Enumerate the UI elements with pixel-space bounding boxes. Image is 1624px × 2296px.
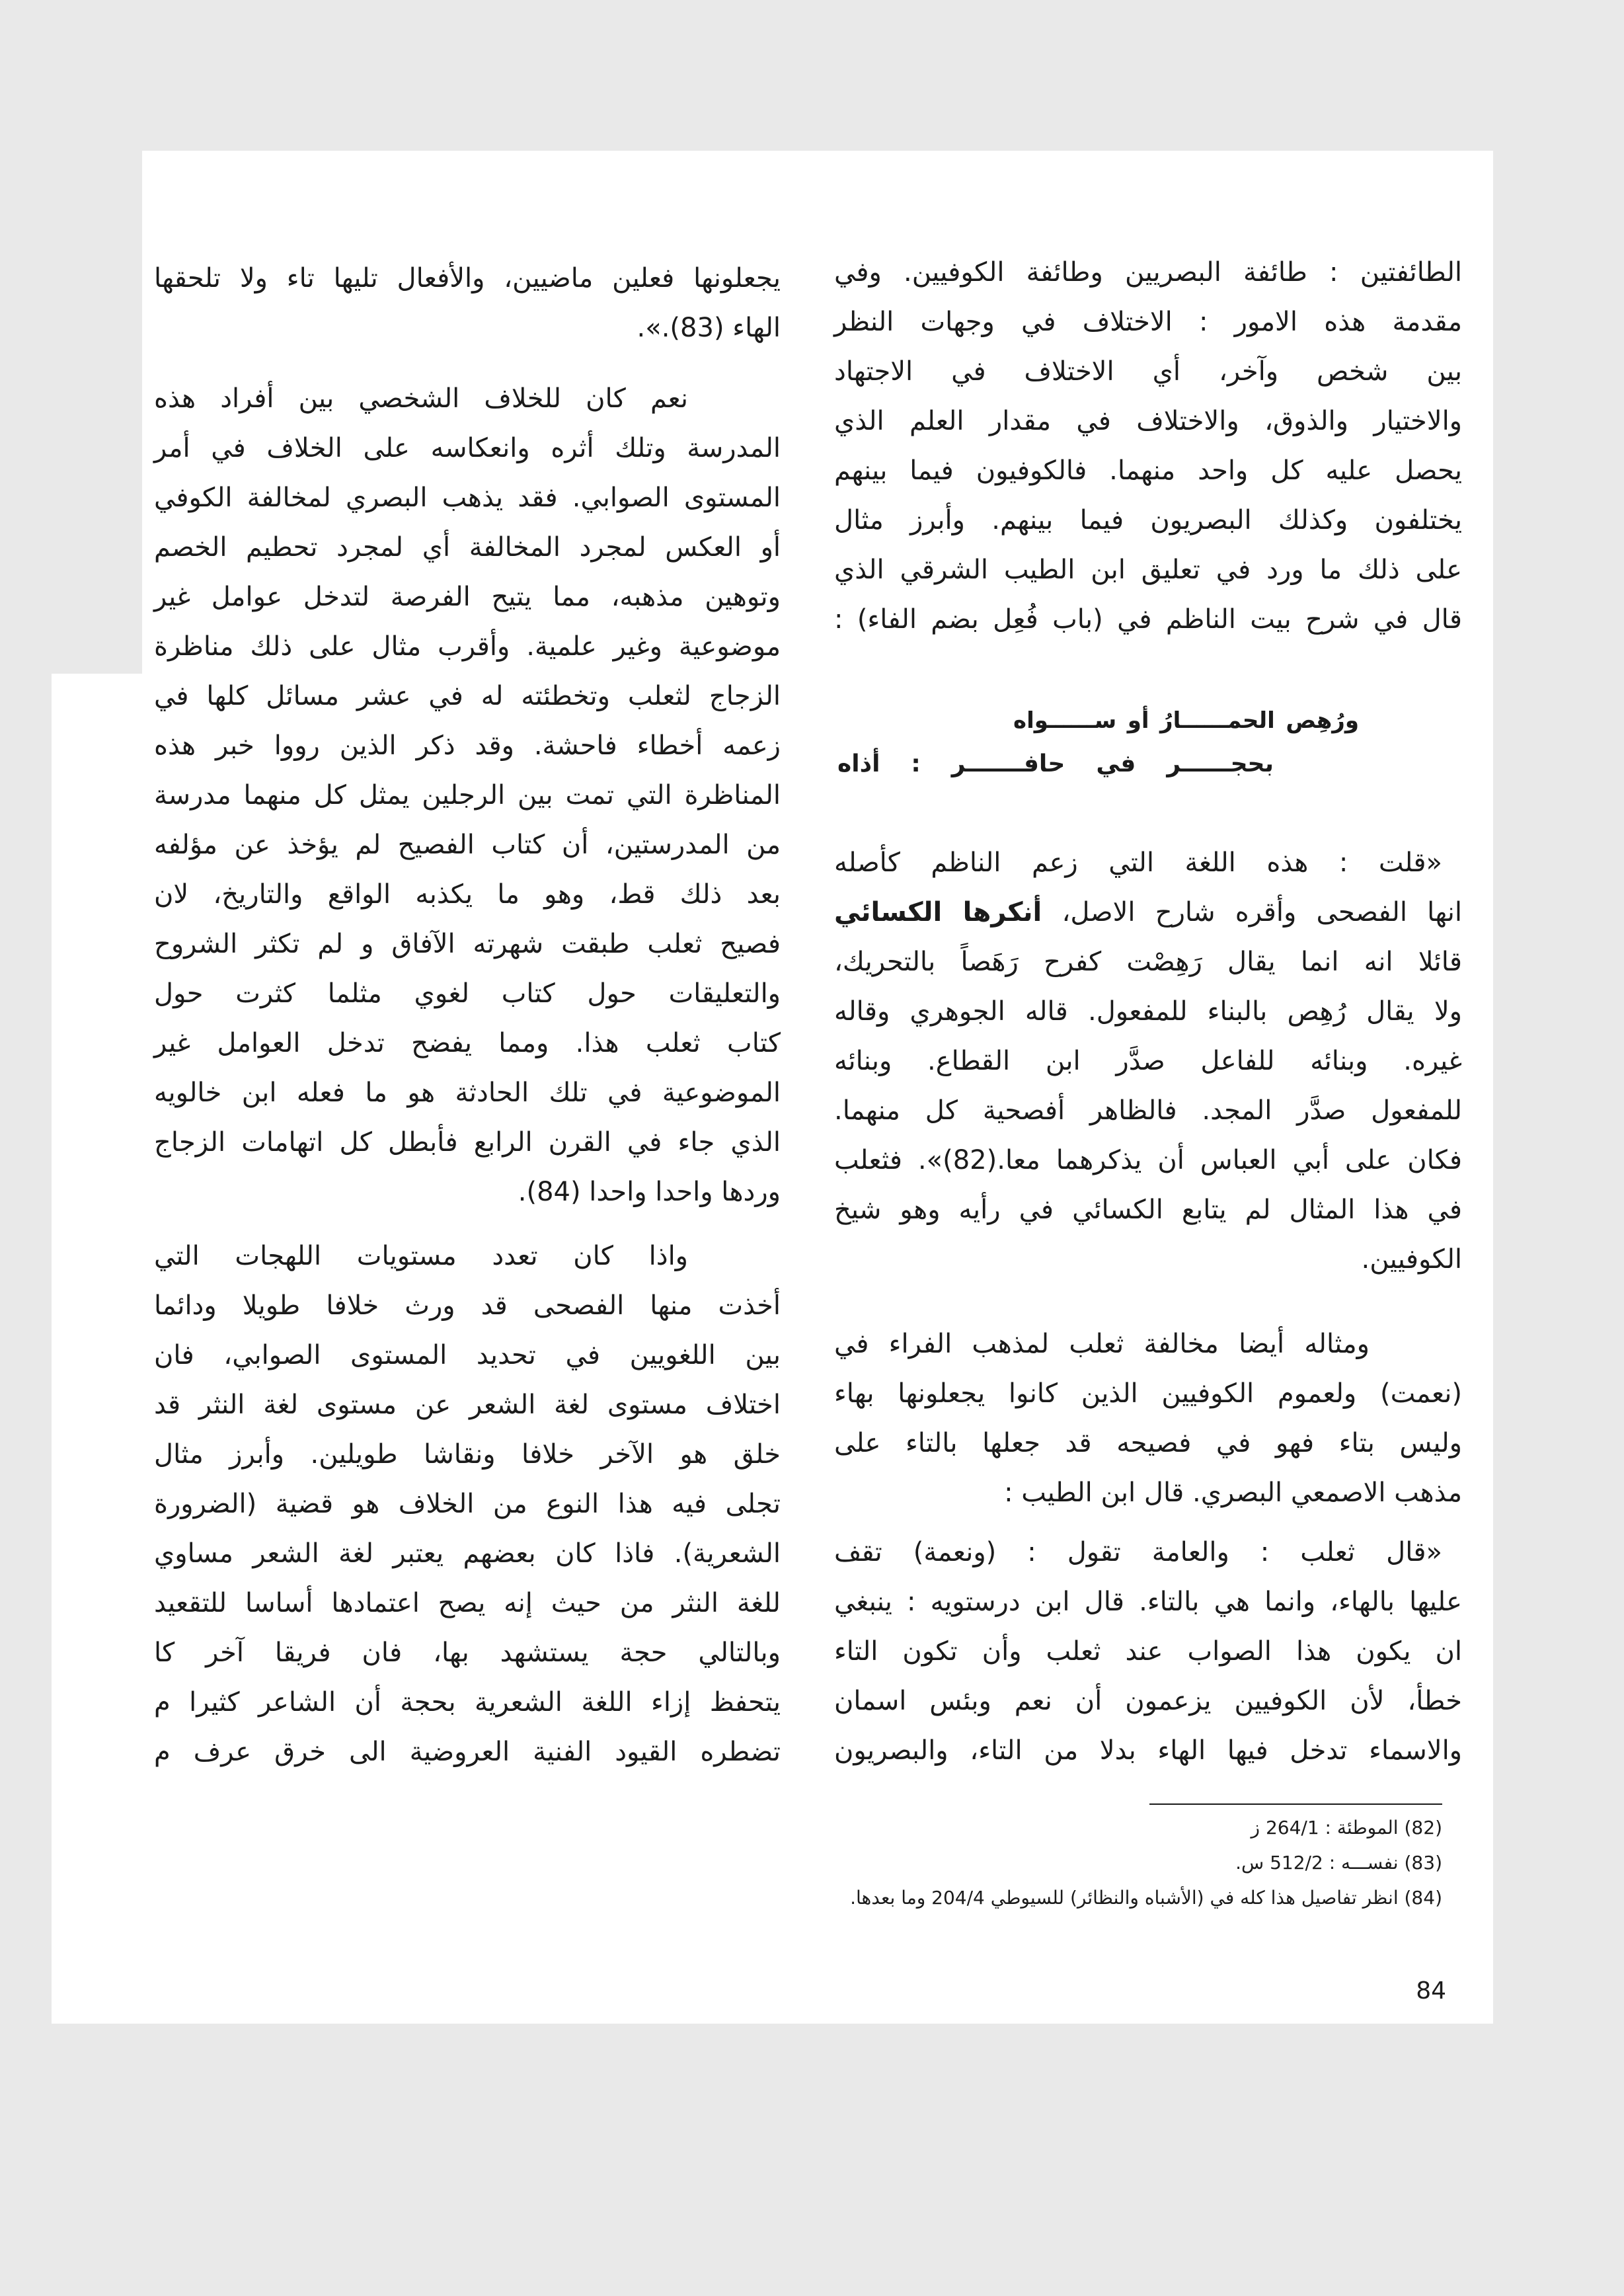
paragraph-intro [834,248,1462,645]
quote-block-2-continued [154,254,781,353]
text-line: غيره. وبنائه للفاعل صدَّر ابن القطاع. وبنائه [834,1046,1462,1076]
text-line: (نعمت) ولعموم الكوفيين الذين كانوا يجعلونها بهاء [834,1378,1462,1409]
text-line: مذهب الاصمعي البصري. قال ابن الطيب : [1004,1478,1462,1508]
footnote-82: (82) الموطئة : 264/1 ز [1251,1817,1442,1839]
paragraph-3 [154,374,781,1217]
text-line: المدرسة وتلك أثره وانعكاسه على الخلاف في أمر [154,433,781,463]
quote-block-2 [834,1528,1462,1776]
text-line: قائلا انه انما يقال رَهِصْت كفرح رَهَصاً بالتحريك، [834,947,1462,977]
text-line: بعد ذلك قط، وهو ما يكذبه الواقع والتاريخ، لان [154,879,781,910]
text-line: بين شخص وآخر، أي الاختلاف في الاجتهاد [834,356,1462,387]
footnotes [682,1810,1442,1915]
text-line: قال في شرح بيت الناظم في (باب فُعِل بضم الفاء) : [834,604,1462,635]
text-line: والتعليقات حول كتاب لغوي مثلما كثرت حول [154,978,781,1009]
text-line: في هذا المثال لم يتابع الكسائي في رأيه وهو شيخ [834,1195,1462,1225]
text-line: الكوفيين. [1361,1244,1462,1275]
text-line: يجعلونها فعلين ماضيين، والأفعال تليها تاء ولا تلحقها [154,263,781,294]
text-line: يحصل عليه كل واحد منهما. فالكوفيون فيما بينهم [834,455,1462,486]
footnote-83: (83) نفســـه : 512/2 س. [1235,1852,1442,1874]
text-line: يختلفون وكذلك البصريون فيما بينهم. وأبرز مثال [834,505,1462,535]
text-line: وليس بتاء فهو في فصيحه قد جعلها بالتاء على [834,1428,1462,1458]
text-line: خطأ، لأن الكوفيين يزعمون أن نعم وبئس اسمان [834,1686,1462,1716]
text-line: أخذت منها الفصحى قد ورث خلافا طويلا ودائما [154,1290,781,1321]
quote-block-1 [834,838,1462,1285]
verse-line-2: بحجــــــر في حافـــــــر : أذاه [837,750,1274,777]
text-line: بين اللغويين في تحديد المستوى الصوابي، فان [154,1340,781,1370]
text-line: يتحفظ إزاء اللغة الشعرية بحجة أن الشاعر كثيرا م [154,1687,781,1718]
bold-text-segment: أنكرها الكسائي [834,897,1042,928]
text-line: من المدرستين، أن كتاب الفصيح لم يؤخذ عن مؤلفه [154,830,781,860]
text-line: الذي جاء في القرن الرابع فأبطل كل اتهامات الزجاج [154,1127,781,1158]
text-line: الهاء (83).». [637,313,781,343]
text-line: واذا كان تعدد مستويات اللهجات التي [154,1241,688,1271]
text-line: اختلاف مستوى لغة الشعر عن مستوى لغة النثر قد [154,1390,781,1420]
text-line: تجلى فيه هذا النوع من الخلاف هو قضية (الضرورة [154,1489,781,1519]
text-line: ومثاله أيضا مخالفة ثعلب لمذهب الفراء في [834,1329,1370,1359]
text-line: كتاب ثعلب هذا. ومما يفضح تدخل العوامل غير [154,1028,781,1058]
text-line: أو العكس لمجرد المخالفة أي لمجرد تحطيم الخصم [154,532,781,563]
text-line: المستوى الصوابي. فقد يذهب البصري لمخالفة الكوفي [154,483,781,513]
text-line: «قال ثعلب : والعامة تقول : (ونعمة) تقف [834,1537,1442,1567]
text-segment: انها الفصحى وأقره شارح الاصل، [1062,897,1463,928]
text-line: نعم كان للخلاف الشخصي بين أفراد هذه [154,383,688,414]
text-line: الموضوعية في تلك الحادثة هو ما فعله ابن خالويه [154,1078,781,1108]
text-line: وتوهين مذهبه، مما يتيح الفرصة لتدخل عوامل غير [154,582,781,612]
page-number: 84 [1416,1977,1446,2004]
text-line: الزجاج لثعلب وتخطئته له في عشر مسائل كلها في [154,681,781,711]
text-line: ولا يقال رُهِص بالبناء للمفعول. قاله الجوهري وقاله [834,996,1462,1027]
text-line: للمفعول صدَّر المجد. فالظاهر أفصحية كل منهما. [834,1095,1462,1126]
text-line: ان يكون هذا الصواب عند ثعلب وأن تكون التاء [834,1636,1462,1667]
text-line: مقدمة هذه الامور : الاختلاف في وجهات النظر [834,307,1462,337]
text-line: الشعرية). فاذا كان بعضهم يعتبر لغة الشعر مساوي [154,1538,781,1569]
text-line: تضطره القيود الفنية العروضية الى خرق عرف م [154,1737,781,1767]
text-line: فصيح ثعلب طبقت شهرته الآفاق و لم تكثر الشروح [154,929,781,959]
text-line: «قلت : هذه اللغة التي زعم الناظم كأصله [834,848,1442,878]
text-line [834,888,1462,937]
text-line: فكان على أبي العباس أن يذكرهما معا.(82)». فثعلب [834,1145,1462,1175]
paragraph-2 [834,1320,1462,1518]
text-line: موضوعية وغير علمية. وأقرب مثال على ذلك مناظرة [154,631,781,662]
text-line: على ذلك ما ورد في تعليق ابن الطيب الشرقي الذي [834,555,1462,585]
footnote-separator [1149,1803,1442,1805]
text-line: خلق هو الآخر خلافا ونقاشا طويلين. وأبرز مثال [154,1439,781,1470]
footnote-84: (84) انظر تفاصيل هذا كله في (الأشباه والنظائر) للسيوطي 204/4 وما بعدها. [850,1887,1442,1909]
text-line: زعمه أخطاء فاحشة. وقد ذكر الذين رووا خبر هذه [154,731,781,761]
text-line: الطائفتين : طائفة البصريين وطائفة الكوفيين. وفي [834,257,1462,288]
text-line: والاختيار والذوق، والاختلاف في مقدار العلم الذي [834,406,1462,436]
text-line: عليها بالهاء، وانما هي بالتاء. قال ابن درستويه : ينبغي [834,1587,1462,1617]
text-line: وردها واحدا واحدا (84). [518,1177,781,1207]
text-line: وبالتالي حجة يستشهد بها، فان فريقا آخر كا [154,1638,781,1668]
text-line: والاسماء تدخل فيها الهاء بدلا من التاء، والبصريون [834,1735,1462,1766]
text-line: للغة النثر من حيث إنه يصح اعتمادها أساسا للتقعيد [154,1588,781,1618]
paragraph-4 [154,1232,781,1777]
verse-line-1: ورُهِص الحمــــــارُ أو ســــــواه [1013,707,1359,734]
text-line: المناظرة التي تمت بين الرجلين يمثل كل منهما مدرسة [154,780,781,811]
